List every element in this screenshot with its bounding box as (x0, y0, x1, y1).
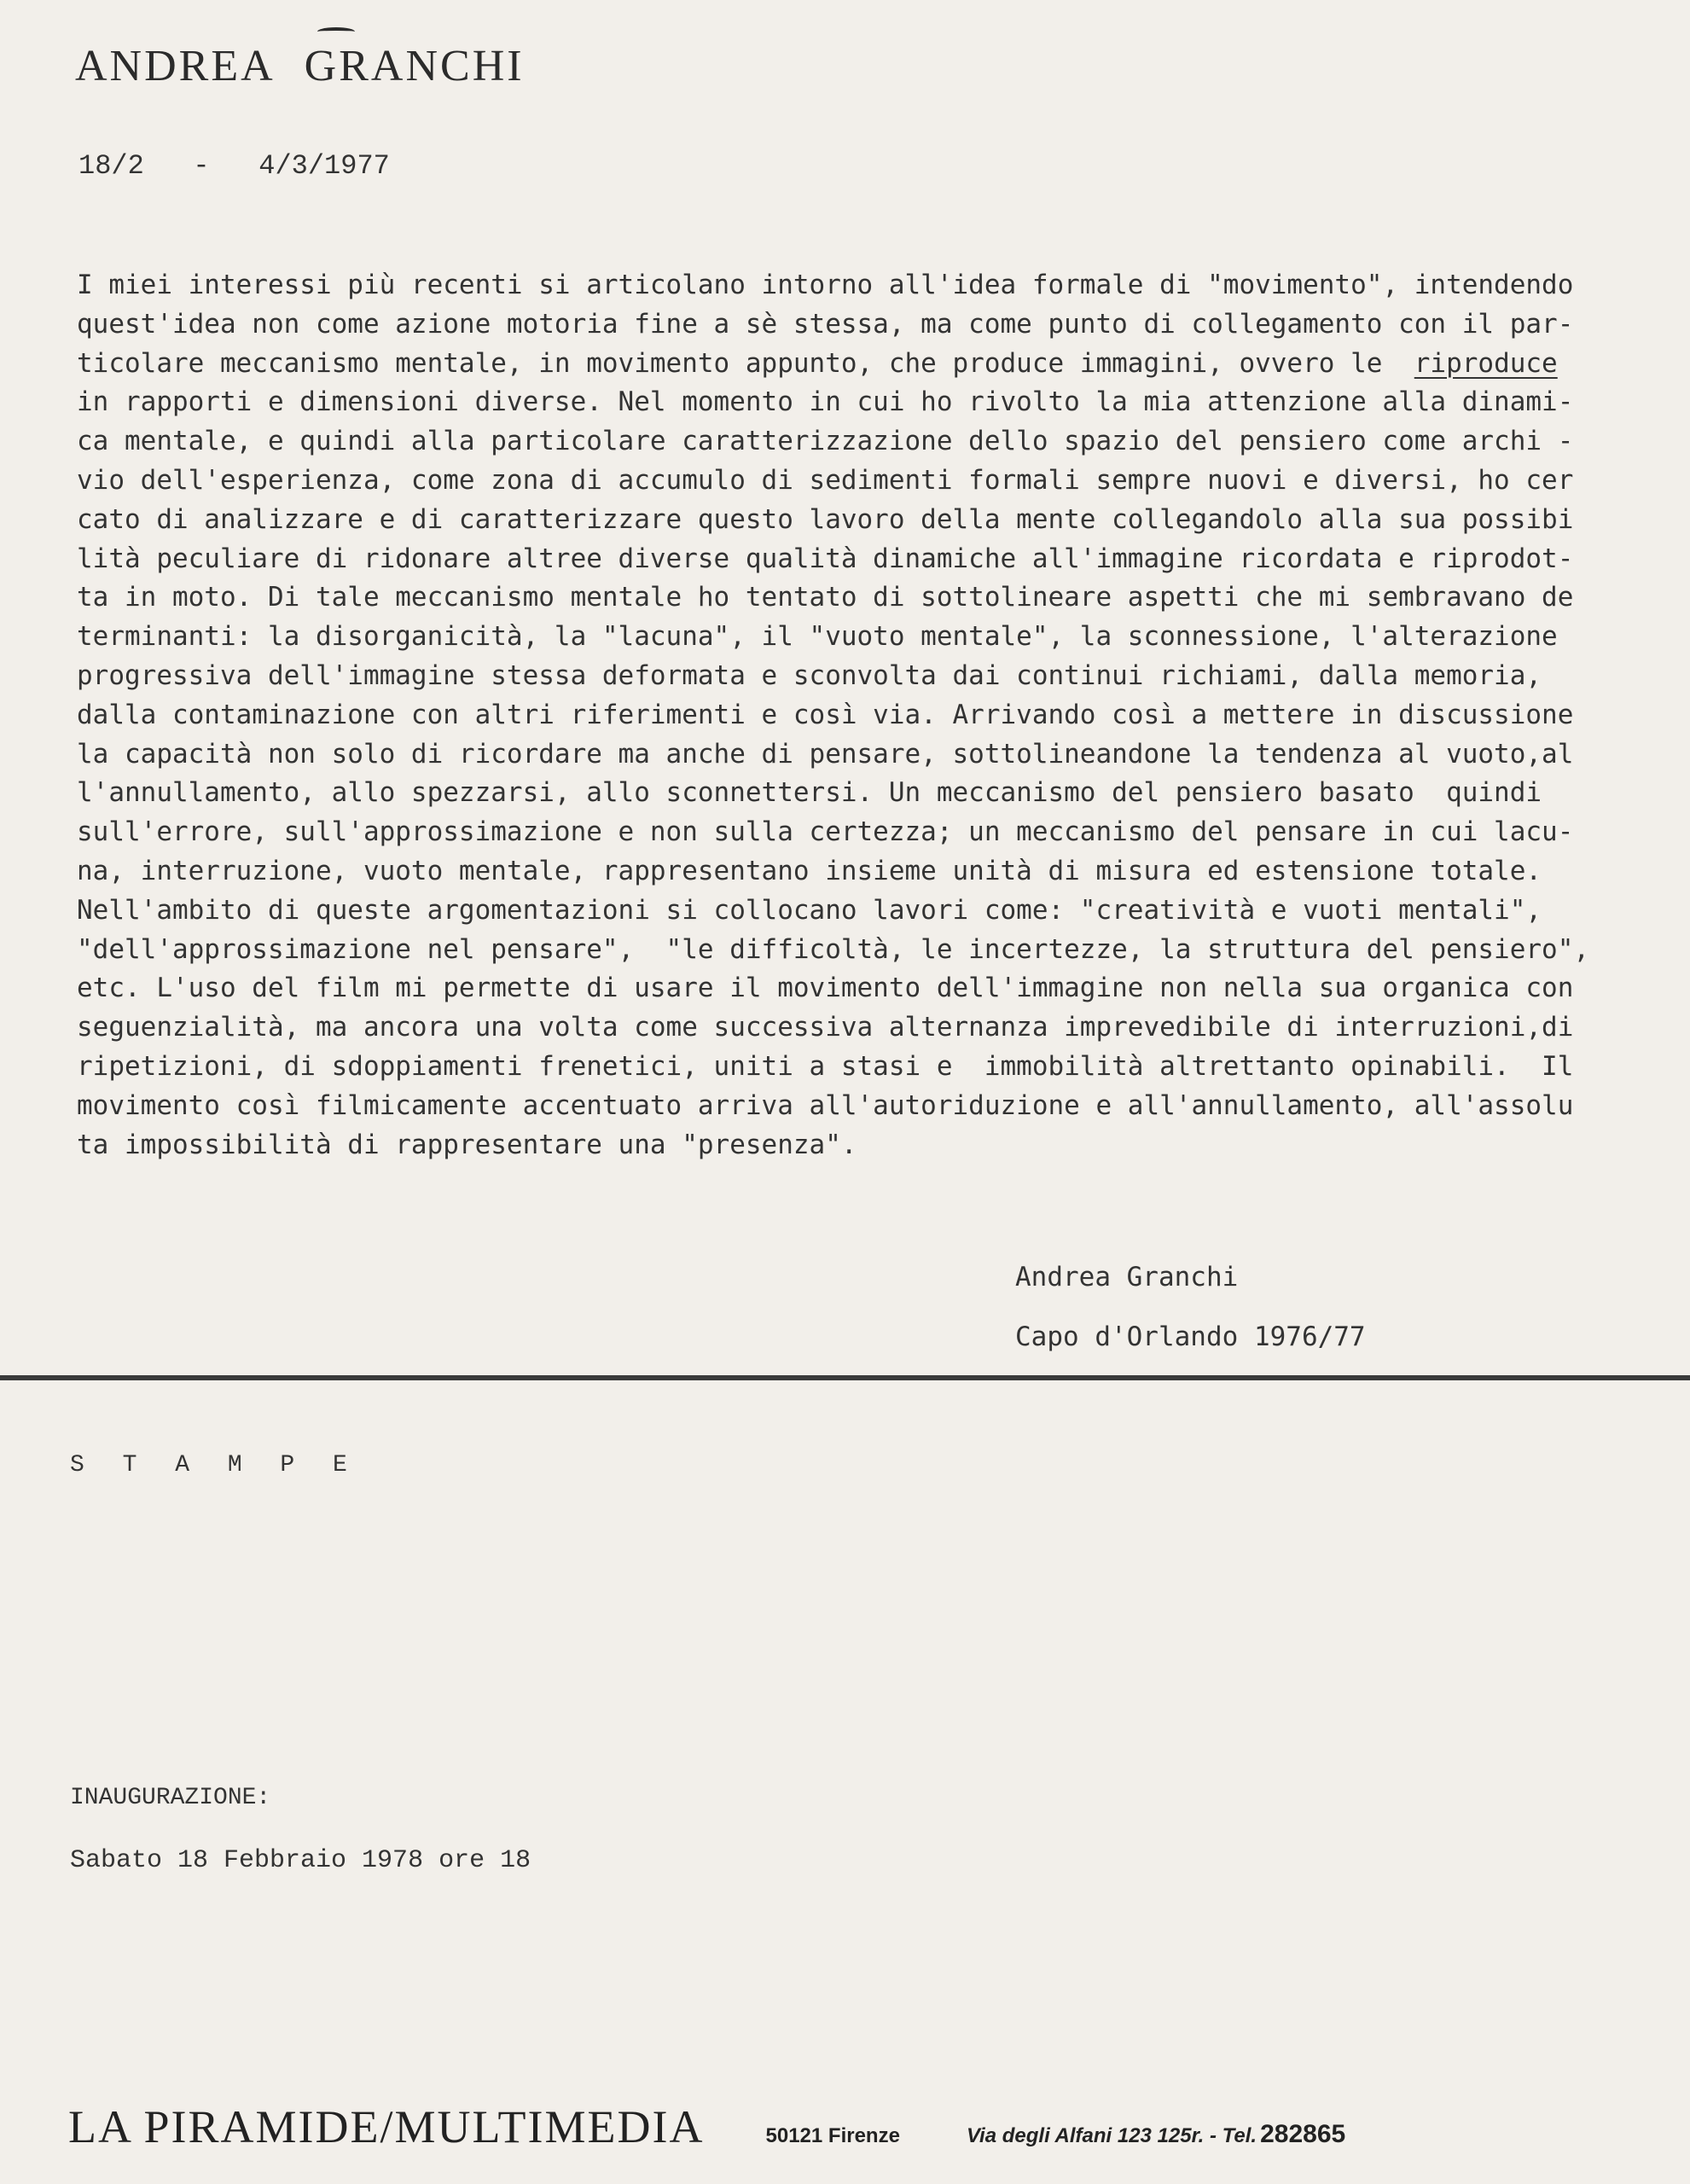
gallery-footer (68, 2100, 1655, 2152)
exhibition-dates: 18/2 - 4/3/1977 (78, 150, 390, 182)
statement-line: ta in moto. Di tale meccanismo mentale ho tentato di sottolineare aspetti che mi sembravano de (77, 582, 1574, 613)
statement-line: ticolare meccanismo mentale, in movimento appunto, che produce immagini, ovvero le riproduce (77, 347, 1558, 379)
statement-line: in rapporti e dimensioni diverse. Nel momento in cui ho rivolto la mia attenzione alla dinami- (77, 386, 1574, 418)
statement-line: progressiva dell'immagine stessa deformata e sconvolta dai continui richiami, dalla memoria, (77, 659, 1542, 691)
statement-line: Nell'ambito di queste argomentazioni si collocano lavori come: "creatività e vuoti mentali", (77, 894, 1542, 926)
artist-first-name: ANDREA (75, 42, 276, 90)
prints-section-label: S T A M P E (70, 1452, 359, 1478)
statement-line: ca mentale, e quindi alla particolare caratterizzazione dello spazio del pensiero come archi - (77, 426, 1574, 457)
signature-place-date: Capo d'Orlando 1976/77 (1015, 1321, 1366, 1352)
artist-last-name: GRANCHI (304, 42, 525, 90)
artist-name-heading (75, 41, 525, 91)
gallery-city: 50121 Firenze (765, 2124, 900, 2147)
statement-line: "dell'approssimazione nel pensare", "le difficoltà, le incertezze, la struttura del pensiero", (77, 933, 1590, 965)
statement-line: movimento così filmicamente accentuato arriva all'autoriduzione e all'annullamento, all'assolu (77, 1089, 1574, 1121)
gallery-address: Via degli Alfani 123 125r. - Tel. (966, 2124, 1257, 2147)
inauguration-date: Sabato 18 Febbraio 1978 ore 18 (70, 1846, 531, 1875)
underlined-word: riproduce (1414, 347, 1558, 379)
inauguration-label: INAUGURAZIONE: (70, 1785, 271, 1811)
gallery-name: LA PIRAMIDE/MULTIMEDIA (68, 2101, 705, 2152)
gallery-telephone: 282865 (1260, 2120, 1346, 2148)
statement-line: sull'errore, sull'approssimazione e non sulla certezza; un meccanismo del pensare in cui lacu- (77, 816, 1574, 848)
statement-line: lità peculiare di ridonare altree diverse qualità dinamiche all'immagine ricordata e riprodot- (77, 543, 1574, 574)
signature-name: Andrea Granchi (1015, 1262, 1239, 1292)
statement-line: l'annullamento, allo spezzarsi, allo sconnettersi. Un meccanismo del pensiero basato quindi (77, 777, 1542, 809)
statement-line: cato di analizzare e di caratterizzare questo lavoro della mente collegandolo alla sua possibi (77, 503, 1574, 535)
artist-statement (77, 266, 1646, 1165)
statement-line: vio dell'esperienza, come zona di accumulo di sedimenti formali sempre nuovi e diversi, ho cer (77, 464, 1574, 496)
statement-line: quest'idea non come azione motoria fine a sè stessa, ma come punto di collegamento con il par- (77, 308, 1574, 340)
statement-line: la capacità non solo di ricordare ma anche di pensare, sottolineandone la tendenza al vuoto,al (77, 738, 1574, 770)
horizontal-divider (0, 1375, 1690, 1380)
statement-line: ripetizioni, di sdoppiamenti frenetici, uniti a stasi e immobilità altrettanto opinabili. Il (77, 1050, 1574, 1082)
statement-line: ta impossibilità di rappresentare una "presenza". (77, 1129, 857, 1160)
statement-line: seguenzialità, ma ancora una volta come successiva alternanza imprevedibile di interruzioni,di (77, 1012, 1574, 1043)
statement-line: I miei interessi più recenti si articolano intorno all'idea formale di "movimento", intendendo (77, 270, 1574, 300)
signature-block (1015, 1247, 1366, 1367)
statement-line: terminanti: la disorganicità, la "lacuna", il "vuoto mentale", la sconnessione, l'alterazione (77, 621, 1558, 653)
accent-mark (317, 27, 355, 36)
statement-line: dalla contaminazione con altri riferimenti e così via. Arrivando così a mettere in discussione (77, 699, 1574, 730)
statement-line: etc. L'uso del film mi permette di usare il movimento dell'immagine non nella sua organica con (77, 973, 1574, 1004)
statement-line: na, interruzione, vuoto mentale, rappresentano insieme unità di misura ed estensione totale. (77, 855, 1542, 886)
